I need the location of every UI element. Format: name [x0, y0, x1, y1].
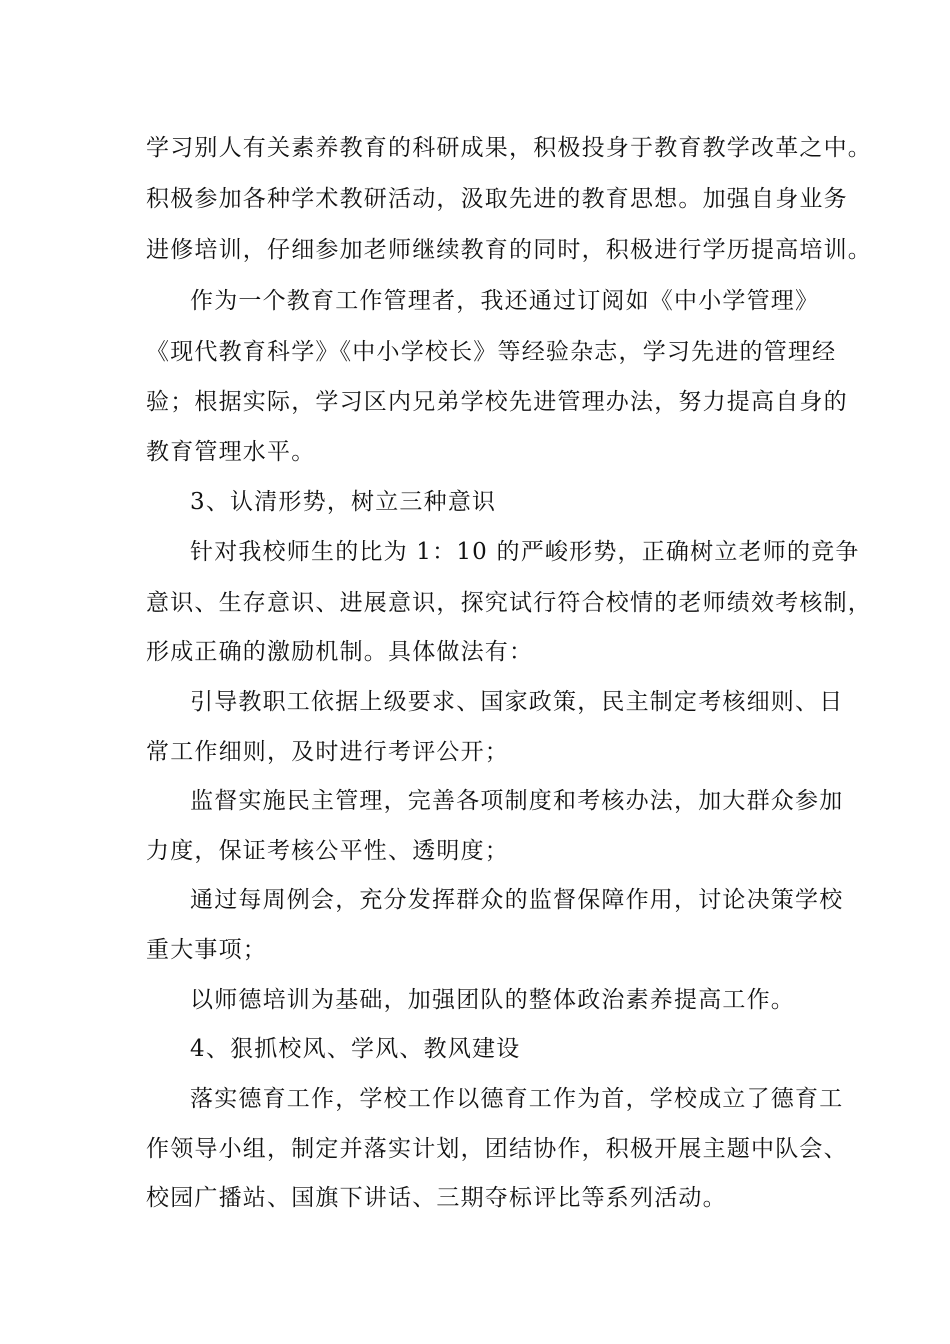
text-line: 落实德育工作，学校工作以德育工作为首，学校成立了德育工 [190, 1086, 844, 1112]
text-line: 通过每周例会，充分发挥群众的监督保障作用，讨论决策学校 [190, 887, 844, 913]
text-line: 常工作细则，及时进行考评公开； [146, 739, 509, 765]
text-line: 教育管理水平。 [146, 439, 316, 465]
text-line: 引导教职工依据上级要求、国家政策，民主制定考核细则、日 [190, 689, 844, 715]
text-line: 积极参加各种学术教研活动，汲取先进的教育思想。加强自身业务 [146, 186, 848, 212]
text-line: 以师德培训为基础，加强团队的整体政治素养提高工作。 [190, 987, 795, 1013]
text-line: 作为一个教育工作管理者，我还通过订阅如《中小学管理》 [190, 288, 820, 314]
text-line: 《现代教育科学》《中小学校长》等经验杂志，学习先进的管理经 [146, 339, 837, 365]
text-line: 校园广播站、国旗下讲话、三期夺标评比等系列活动。 [146, 1185, 727, 1211]
section-heading: 3、认清形势，树立三种意识 [190, 489, 497, 515]
text-line: 意识、生存意识、进展意识，探究试行符合校情的老师绩效考核制， [146, 590, 872, 616]
text-line: 进修培训，仔细参加老师继续教育的同时，积极进行学历提高培训。 [146, 237, 872, 263]
text-line: 针对我校师生的比为 1：10 的严峻形势，正确树立老师的竞争 [190, 539, 860, 565]
text-line: 形成正确的激励机制。具体做法有： [146, 639, 534, 665]
text-line: 验；根据实际，学习区内兄弟学校先进管理办法，努力提高自身的 [146, 389, 848, 415]
text-line: 作领导小组，制定并落实计划，团结协作，积极开展主题中队会、 [146, 1136, 848, 1162]
section-heading: 4、狠抓校风、学风、教风建设 [190, 1036, 521, 1062]
text-line: 学习别人有关素养教育的科研成果，积极投身于教育教学改革之中。 [146, 135, 872, 161]
text-line: 监督实施民主管理，完善各项制度和考核办法，加大群众参加 [190, 788, 844, 814]
text-line: 力度，保证考核公平性、透明度； [146, 838, 509, 864]
text-line: 重大事项； [146, 937, 267, 963]
